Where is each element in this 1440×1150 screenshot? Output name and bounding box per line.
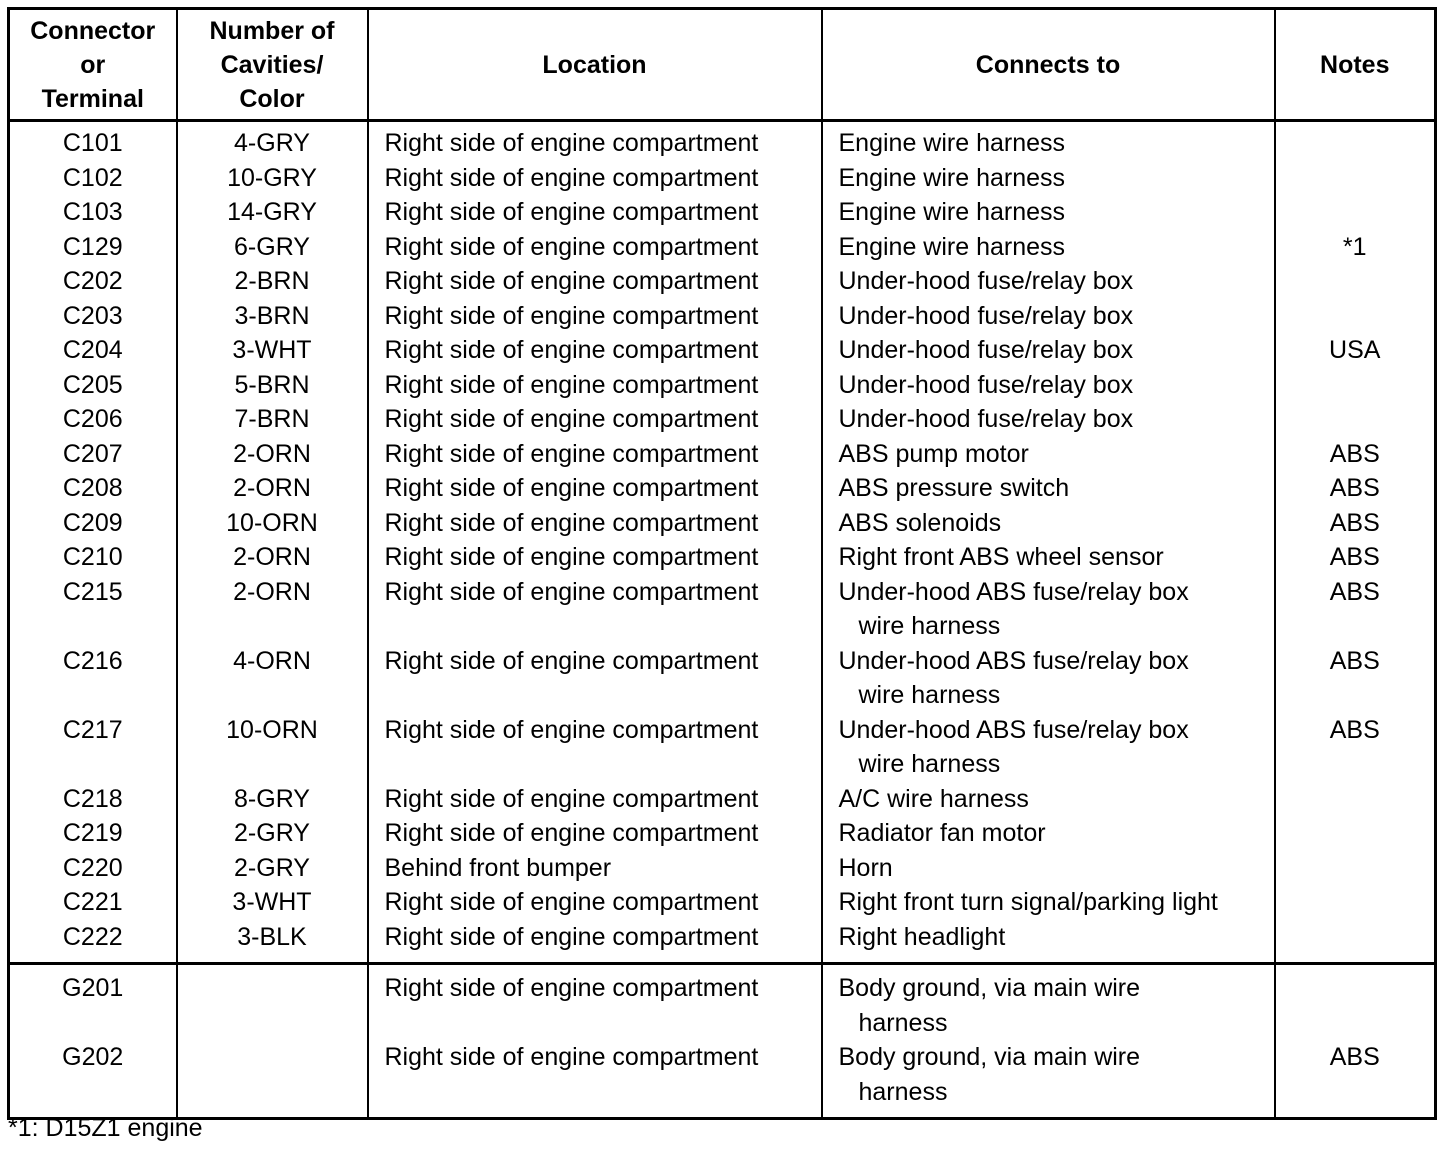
table-row	[9, 402, 1436, 437]
header-connector-line: Connector	[30, 16, 156, 45]
connects-to-line: Right front turn signal/parking light	[838, 888, 1218, 916]
cavities-color: 14-GRY	[177, 195, 368, 230]
cavities-color: 2-GRY	[177, 851, 368, 886]
table-row	[9, 264, 1436, 299]
connects-to	[822, 333, 1275, 368]
connects-to-line: A/C wire harness	[838, 784, 1029, 813]
connects-to-line: Under-hood fuse/relay box	[838, 267, 1134, 295]
connector-id: C101	[9, 121, 177, 161]
location: Right side of engine compartment	[368, 885, 822, 920]
note: ABS	[1275, 437, 1436, 472]
cavities-color: 3-WHT	[177, 333, 368, 368]
connects-to	[822, 885, 1275, 920]
connects-to	[822, 121, 1275, 161]
table-row	[9, 437, 1436, 472]
note	[1275, 782, 1436, 817]
connects-to	[822, 964, 1275, 1041]
connects-to	[822, 644, 1275, 713]
connector-id: C219	[9, 816, 177, 851]
note: ABS	[1275, 471, 1436, 506]
table-row	[9, 540, 1436, 575]
connects-to	[822, 471, 1275, 506]
connector-id: C103	[9, 195, 177, 230]
table-row	[9, 121, 1436, 161]
table-row	[9, 851, 1436, 886]
cavities-color: 3-BRN	[177, 299, 368, 334]
connects-to-line: Engine wire harness	[838, 198, 1066, 226]
location: Right side of engine compartment	[368, 964, 822, 1041]
ground-rows	[9, 964, 1436, 1119]
connector-id: C216	[9, 644, 177, 713]
connector-id: C203	[9, 299, 177, 334]
connector-table-sheet	[7, 7, 1434, 1120]
location: Right side of engine compartment	[368, 230, 822, 265]
connects-to-line: Engine wire harness	[838, 232, 1066, 261]
location: Right side of engine compartment	[368, 333, 822, 368]
connects-to-line: ABS solenoids	[838, 508, 1002, 537]
cavities-color: 6-GRY	[177, 230, 368, 265]
connector-id: C102	[9, 161, 177, 196]
table-row	[9, 299, 1436, 334]
note: ABS	[1275, 644, 1436, 713]
cavities-color: 5-BRN	[177, 368, 368, 403]
connects-to-line: Horn	[838, 853, 893, 882]
cavities-color: 8-GRY	[177, 782, 368, 817]
connects-to-line: Under-hood ABS fuse/relay box	[838, 715, 1189, 744]
note	[1275, 920, 1436, 964]
connects-to	[822, 920, 1275, 964]
table-row	[9, 1040, 1436, 1119]
connects-to	[822, 506, 1275, 541]
location: Right side of engine compartment	[368, 402, 822, 437]
connects-to-line: Engine wire harness	[838, 129, 1066, 157]
connects-to-line: Right front ABS wheel sensor	[838, 543, 1164, 571]
connects-to-line: Under-hood fuse/relay box	[838, 370, 1134, 399]
location: Right side of engine compartment	[368, 1040, 822, 1119]
connects-to-line: Under-hood fuse/relay box	[838, 336, 1134, 364]
location: Right side of engine compartment	[368, 368, 822, 403]
connects-to-line: Radiator fan motor	[838, 819, 1046, 847]
note	[1275, 368, 1436, 403]
connector-id: C217	[9, 713, 177, 782]
connects-to-line: wire harness	[858, 612, 1001, 640]
connects-to	[822, 575, 1275, 644]
header-cavities-line: Number of	[209, 16, 335, 45]
cavities-color: 3-BLK	[177, 920, 368, 964]
cavities-color: 4-ORN	[177, 644, 368, 713]
cavities-color: 7-BRN	[177, 402, 368, 437]
header-cavities-line: Cavities/	[220, 50, 324, 79]
location: Behind front bumper	[368, 851, 822, 886]
header-location: Location	[368, 9, 822, 121]
table-row	[9, 230, 1436, 265]
connector-id: G201	[9, 964, 177, 1041]
cavities-color: 2-ORN	[177, 575, 368, 644]
cavities-color: 10-ORN	[177, 506, 368, 541]
connects-to-line: Right headlight	[838, 922, 1006, 951]
connects-to	[822, 299, 1275, 334]
connects-to-line: wire harness	[858, 681, 1001, 709]
table-row	[9, 885, 1436, 920]
note: ABS	[1275, 540, 1436, 575]
connects-to-line: Under-hood ABS fuse/relay box	[838, 577, 1189, 606]
note	[1275, 161, 1436, 196]
header-connects-to: Connects to	[822, 9, 1275, 121]
cavities-color: 4-GRY	[177, 121, 368, 161]
connector-id: C206	[9, 402, 177, 437]
connects-to	[822, 195, 1275, 230]
connects-to	[822, 437, 1275, 472]
note	[1275, 121, 1436, 161]
connects-to-line: harness	[858, 1008, 948, 1037]
note	[1275, 964, 1436, 1041]
note	[1275, 264, 1436, 299]
note	[1275, 402, 1436, 437]
connects-to-line: Under-hood fuse/relay box	[838, 301, 1134, 330]
header-cavities	[177, 9, 368, 121]
connects-to	[822, 264, 1275, 299]
note	[1275, 299, 1436, 334]
connector-id: C210	[9, 540, 177, 575]
connects-to-line: Body ground, via main wire	[838, 974, 1141, 1002]
location: Right side of engine compartment	[368, 299, 822, 334]
table-row	[9, 575, 1436, 644]
connector-id: C207	[9, 437, 177, 472]
location: Right side of engine compartment	[368, 644, 822, 713]
note: ABS	[1275, 506, 1436, 541]
table-row	[9, 782, 1436, 817]
note	[1275, 885, 1436, 920]
connects-to	[822, 230, 1275, 265]
header-row	[9, 9, 1436, 121]
cavities-color: 2-ORN	[177, 437, 368, 472]
table-row	[9, 713, 1436, 782]
connector-id: C222	[9, 920, 177, 964]
header-connector-line: Terminal	[41, 84, 144, 113]
connects-to	[822, 540, 1275, 575]
note: *1	[1275, 230, 1436, 265]
connector-id: C215	[9, 575, 177, 644]
connector-table	[7, 7, 1437, 1120]
connector-id: C209	[9, 506, 177, 541]
connects-to	[822, 161, 1275, 196]
connects-to	[822, 816, 1275, 851]
table-row	[9, 920, 1436, 964]
location: Right side of engine compartment	[368, 506, 822, 541]
location: Right side of engine compartment	[368, 195, 822, 230]
header-notes: Notes	[1275, 9, 1436, 121]
cavities-color: 2-ORN	[177, 471, 368, 506]
table-row	[9, 195, 1436, 230]
location: Right side of engine compartment	[368, 540, 822, 575]
cavities-color: 10-ORN	[177, 713, 368, 782]
connects-to-line: Engine wire harness	[838, 163, 1066, 192]
connector-id: G202	[9, 1040, 177, 1119]
cavities-color: 2-GRY	[177, 816, 368, 851]
cavities-color	[177, 1040, 368, 1119]
connects-to-line: Body ground, via main wire	[838, 1043, 1141, 1071]
location: Right side of engine compartment	[368, 713, 822, 782]
location: Right side of engine compartment	[368, 782, 822, 817]
cavities-color	[177, 964, 368, 1041]
connector-id: C129	[9, 230, 177, 265]
connects-to	[822, 851, 1275, 886]
table-row	[9, 368, 1436, 403]
connects-to	[822, 402, 1275, 437]
location: Right side of engine compartment	[368, 121, 822, 161]
connector-id: C204	[9, 333, 177, 368]
connector-id: C208	[9, 471, 177, 506]
connects-to-line: Under-hood ABS fuse/relay box	[838, 646, 1189, 675]
cavities-color: 10-GRY	[177, 161, 368, 196]
header-connector	[9, 9, 177, 121]
table-row	[9, 333, 1436, 368]
location: Right side of engine compartment	[368, 161, 822, 196]
note	[1275, 851, 1436, 886]
note: ABS	[1275, 713, 1436, 782]
table-row	[9, 644, 1436, 713]
connects-to	[822, 782, 1275, 817]
cavities-color: 2-BRN	[177, 264, 368, 299]
connects-to-line: ABS pump motor	[838, 439, 1029, 468]
connector-id: C205	[9, 368, 177, 403]
location: Right side of engine compartment	[368, 437, 822, 472]
connects-to-line: Under-hood fuse/relay box	[838, 405, 1134, 433]
table-row	[9, 506, 1436, 541]
connects-to-line: harness	[858, 1077, 948, 1106]
note: ABS	[1275, 575, 1436, 644]
connects-to-line: ABS pressure switch	[838, 474, 1070, 502]
cavities-color: 3-WHT	[177, 885, 368, 920]
table-row	[9, 161, 1436, 196]
connects-to	[822, 368, 1275, 403]
table-row	[9, 964, 1436, 1041]
table-row	[9, 816, 1436, 851]
connects-to-line: wire harness	[858, 750, 1001, 778]
location: Right side of engine compartment	[368, 920, 822, 964]
connector-id: C221	[9, 885, 177, 920]
cavities-color: 2-ORN	[177, 540, 368, 575]
connector-id: C202	[9, 264, 177, 299]
header-cavities-line: Color	[239, 84, 305, 113]
footnote: *1: D15Z1 engine	[8, 1114, 203, 1142]
connects-to	[822, 713, 1275, 782]
connector-rows	[9, 121, 1436, 964]
connects-to	[822, 1040, 1275, 1119]
note: ABS	[1275, 1040, 1436, 1119]
table-row	[9, 471, 1436, 506]
location: Right side of engine compartment	[368, 471, 822, 506]
connector-id: C218	[9, 782, 177, 817]
note	[1275, 195, 1436, 230]
header-connector-line: or	[80, 50, 106, 79]
connector-id: C220	[9, 851, 177, 886]
note	[1275, 816, 1436, 851]
location: Right side of engine compartment	[368, 816, 822, 851]
location: Right side of engine compartment	[368, 575, 822, 644]
note: USA	[1275, 333, 1436, 368]
location: Right side of engine compartment	[368, 264, 822, 299]
